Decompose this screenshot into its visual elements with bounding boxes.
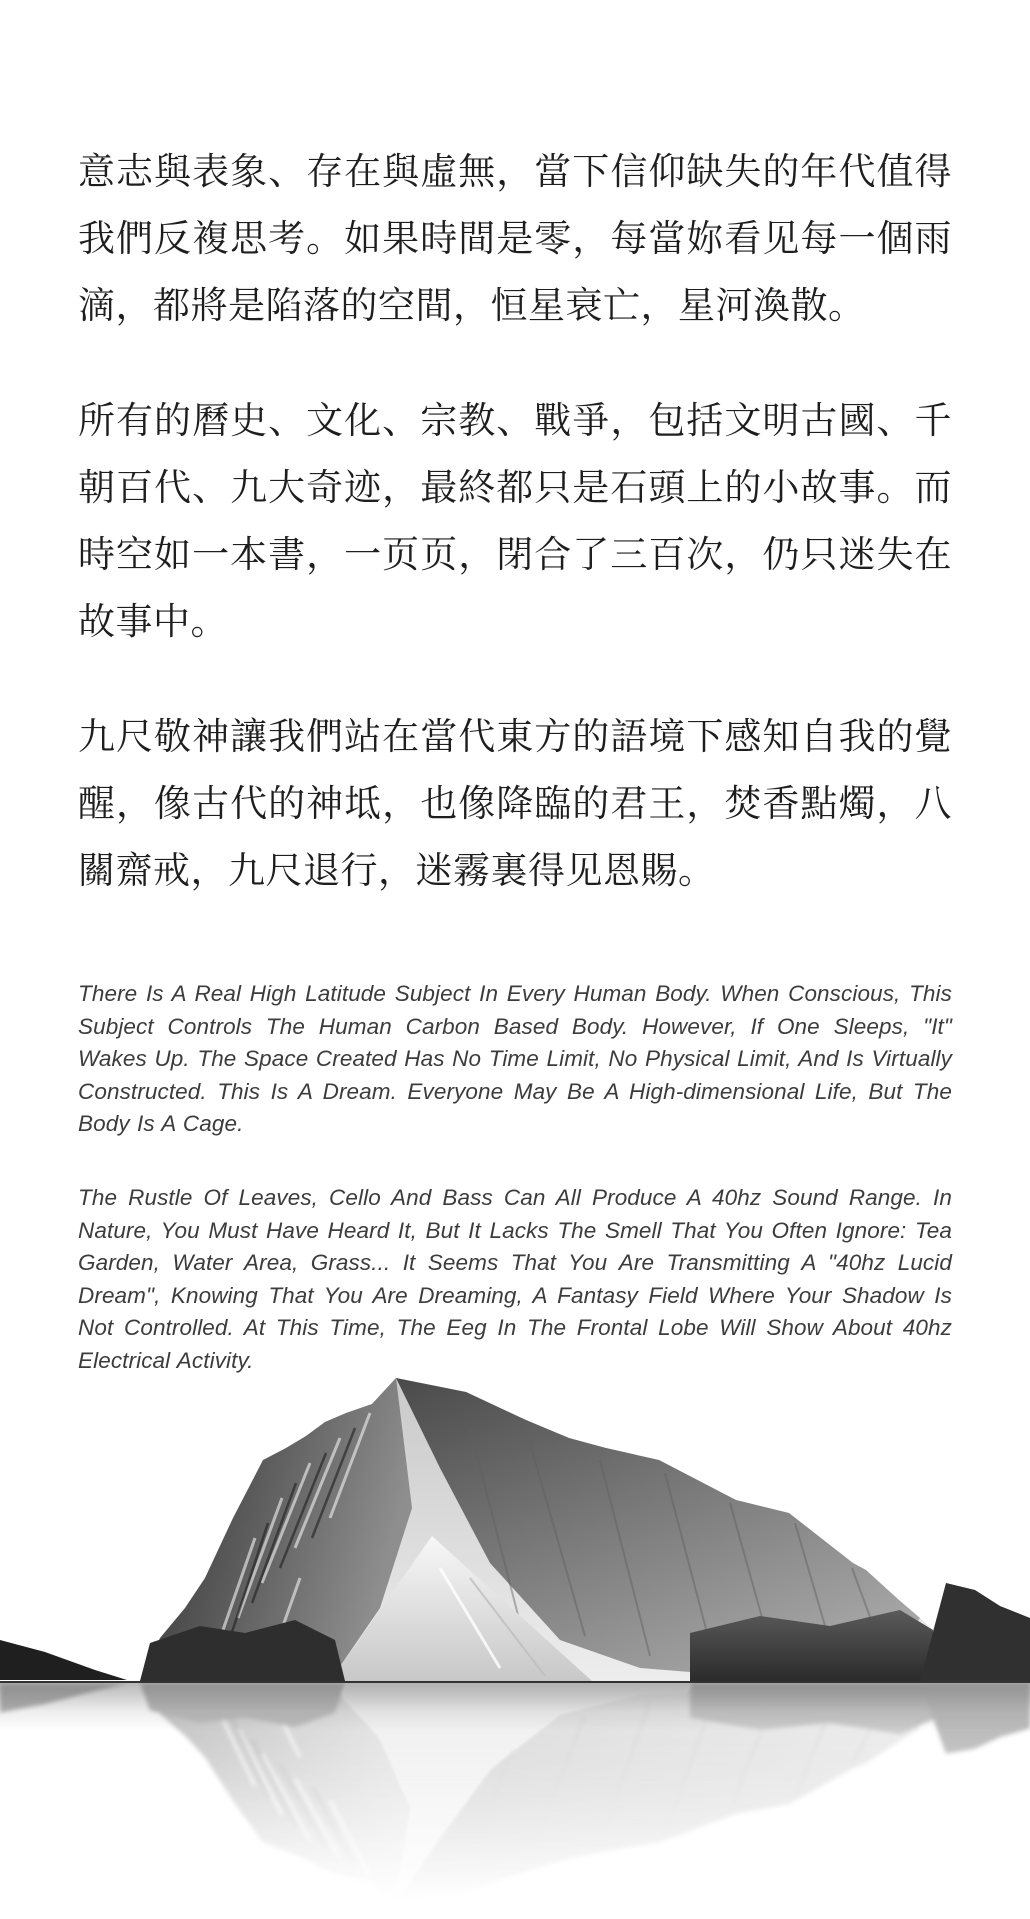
iceberg-graphic [0,1368,1030,1681]
chinese-paragraph-1: 意志與表象、存在與虛無，當下信仰缺失的年代值得我們反複思考。如果時間是零，每當妳看见每一個雨滴，都將是陷落的空間，恒星衰亡，星河渙散。 [78,151,952,326]
chinese-text-block [78,138,952,904]
english-paragraph-2: The Rustle Of Leaves, Cello And Bass Can All Produce A 40hz Sound Range. In Nature, You Must Have Heard It, But It Lacks The Smell That You Often Ignore: Tea Garden, Water Area, Grass... It Seems That You Are Transmitting A "40hz Lucid Dream", Knowing That You Are Dreaming, A Fantasy Field Where Your Shadow Is Not Controlled. At This Time, The Eeg In The Frontal Lobe Will Show About 40hz Electrical Activity. [78,1184,952,1373]
iceberg-image [0,1368,1030,1919]
english-text-block [78,978,952,1378]
chinese-paragraph-3: 九尺敬神讓我們站在當代東方的語境下感知自我的覺醒，像古代的神坻，也像降臨的君王，焚香點燭，八關齋戒，九尺退行，迷霧裏得见恩賜。 [78,716,952,891]
chinese-paragraph-2: 所有的曆史、文化、宗教、戰爭，包括文明古國、千朝百代、九大奇迹，最終都只是石頭上的小故事。而時空如一本書，一页页，閉合了三百次，仍只迷失在故事中。 [78,400,952,642]
english-paragraph-1: There Is A Real High Latitude Subject In Every Human Body. When Conscious, This Subject Controls The Human Carbon Based Body. However, If One Sleeps, "It" Wakes Up. The Space Created Has No Time Limit, No Physical Limit, And Is Virtually Constructed. This Is A Dream. Everyone May Be A High-dimensional Life, But The Body Is A Cage. [78,981,952,1137]
iceberg-reflection [0,1683,1030,1909]
